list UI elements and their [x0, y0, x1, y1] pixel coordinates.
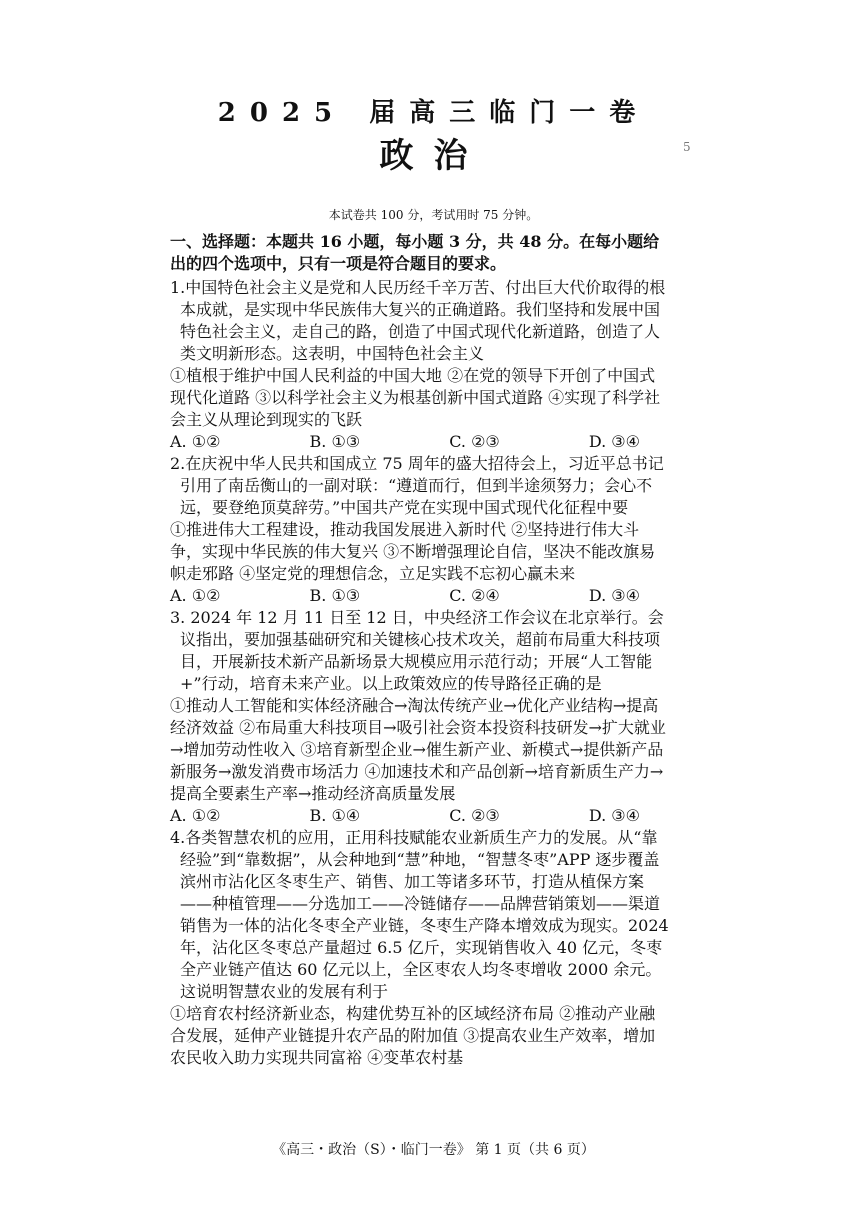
- question-2: [170, 453, 670, 607]
- question-4: [170, 827, 670, 1069]
- corner-mark: 5: [683, 140, 691, 154]
- option-b[interactable]: B. ①③: [309, 432, 361, 451]
- subject-title: 政治: [379, 136, 488, 176]
- question-items: ①推动人工智能和实体经济融合→淘汰传统产业→优化产业结构→提高经济效益 ②布局重大科技项目→吸引社会资本投资科技研发→扩大就业→增加劳动性收入 ③培育新型企业→催生新产业、新模式→提供新产品新服务→激发消费市场活力 ④加速技术和产品创新→培育新质生产力→提高全要素生产率→推动经济高质量发展: [170, 696, 666, 803]
- question-items: ①培育农村经济新业态，构建优势互补的区域经济布局 ②推动产业融合发展，延伸产业链提升农产品的附加值 ③提高农业生产效率，增加农民收入助力实现共同富裕 ④变革农村基: [170, 1004, 656, 1067]
- option-c[interactable]: C. ②④: [449, 586, 500, 605]
- option-a[interactable]: A. ①②: [170, 432, 221, 451]
- section-heading: 一、选择题：本题共 16 小题，每小题 3 分，共 48 分。在每小题给出的四个选项中，只有一项是符合题目的要求。: [170, 232, 660, 273]
- question-items: ①植根于维护中国人民利益的中国大地 ②在党的领导下开创了中国式现代化道路 ③以科学社会主义为根基创新中国式道路 ④实现了科学社会主义从理论到现实的飞跃: [170, 366, 661, 429]
- answer-options: [170, 585, 640, 607]
- option-c[interactable]: C. ②③: [449, 806, 500, 825]
- question-stem: 1.中国特色社会主义是党和人民历经千辛万苦、付出巨大代价取得的根本成就，是实现中华民族伟大复兴的正确道路。我们坚持和发展中国特色社会主义，走自己的路，创造了中国式现代化新道路，创造了人类文明新形态。这表明，中国特色社会主义: [170, 278, 666, 363]
- option-d[interactable]: D. ③④: [588, 806, 640, 825]
- answer-options: [170, 431, 640, 453]
- question-stem: 3. 2024 年 12 月 11 日至 12 日，中央经济工作会议在北京举行。会议指出，要加强基础研究和关键核心技术攻关，超前布局重大科技项目，开展新技术新产品新场景大规模应用示范行动；开展“人工智能+”行动，培育未来产业。以上政策效应的传导路径正确的是: [170, 608, 664, 693]
- question-stem: 4.各类智慧农机的应用，正用科技赋能农业新质生产力的发展。从“靠经验”到“靠数据”，从会种地到“慧”种地，“智慧冬枣”APP 逐步覆盖滨州市沾化区冬枣生产、销售、加工等诸多环节，打造从植保方案——种植管理——分选加工——冷链储存——品牌营销策划——渠道销售为一体的沾化冬枣全产业链，冬枣生产降本增效成为现实。2024 年，沾化区冬枣总产量超过 6.5 亿斤，实现销售收入 40 亿元，冬枣全产业链产值达 60 亿元以上，全区枣农人均冬枣增收 2000 余元。这说明智慧农业的发展有利于: [170, 828, 669, 1001]
- question-1: [170, 277, 670, 453]
- answer-options: [170, 805, 640, 827]
- option-b[interactable]: B. ①③: [309, 586, 361, 605]
- question-3: [170, 607, 670, 827]
- option-d[interactable]: D. ③④: [588, 432, 640, 451]
- question-items: ①推进伟大工程建设，推动我国发展进入新时代 ②坚持进行伟大斗争，实现中华民族的伟大复兴 ③不断增强理论自信，坚决不能改旗易帜走邪路 ④坚定党的理想信念，立足实践不忘初心赢未来: [170, 520, 656, 583]
- option-c[interactable]: C. ②③: [449, 432, 500, 451]
- page-footer: 《高三・政治（S）・临门一卷》 第 1 页（共 6 页）: [272, 1142, 595, 1158]
- option-d[interactable]: D. ③④: [588, 586, 640, 605]
- exam-title: 2025 届高三临门一卷: [217, 98, 650, 128]
- exam-note: 本试卷共 100 分，考试用时 75 分钟。: [328, 208, 539, 222]
- option-b[interactable]: B. ①④: [309, 806, 361, 825]
- question-stem: 2.在庆祝中华人民共和国成立 75 周年的盛大招待会上，习近平总书记引用了南岳衡山的一副对联：“遵道而行，但到半途须努力；会心不远，要登绝顶莫辞劳。”中国共产党在实现中国式现代化征程中要: [170, 454, 664, 517]
- option-a[interactable]: A. ①②: [170, 586, 221, 605]
- exam-content: [170, 231, 670, 1069]
- option-a[interactable]: A. ①②: [170, 806, 221, 825]
